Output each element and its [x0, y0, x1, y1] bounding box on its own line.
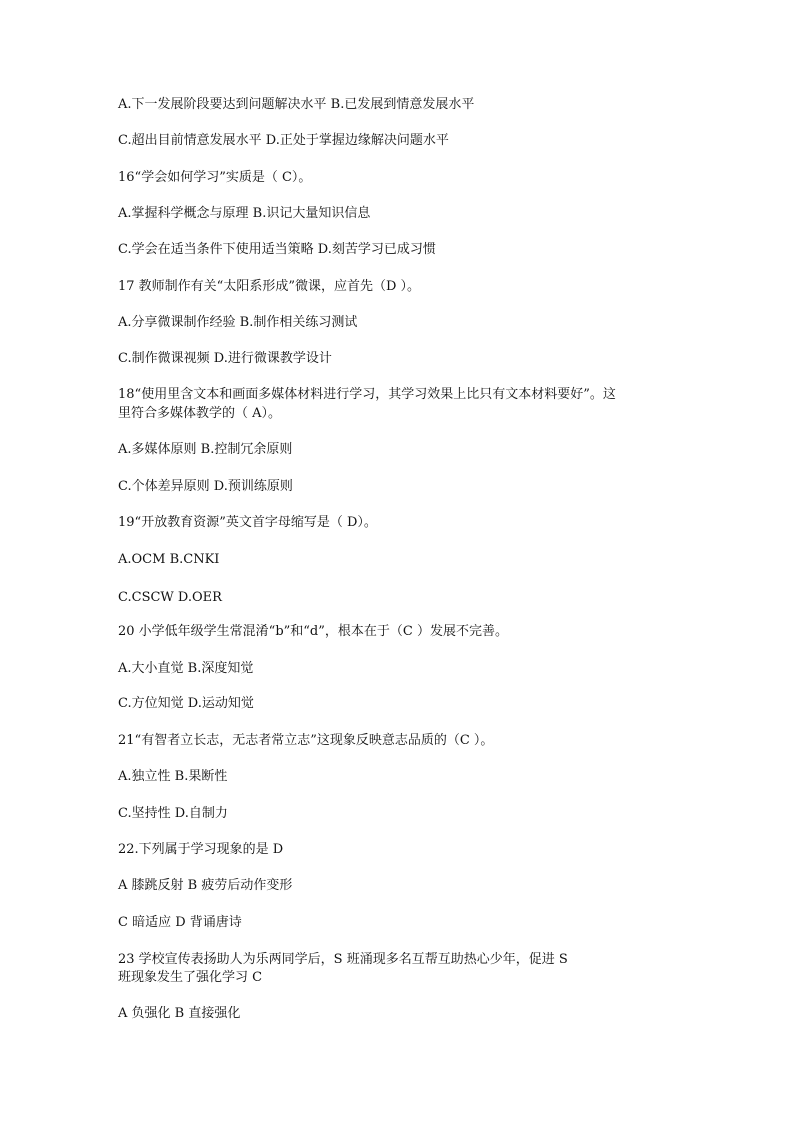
- option-line-20-ab: A.大小直觉 B.深度知觉: [118, 661, 254, 676]
- question-20: 20 小学低年级学生常混淆“b”和“d”，根本在于（C ）发展不完善。: [118, 624, 508, 639]
- question-18-line-2: 里符合多媒体教学的（ A）。: [118, 406, 282, 421]
- option-line-18-cd: C.个体差异原则 D.预训练原则: [118, 479, 293, 494]
- option-line-16-ab: A.掌握科学概念与原理 B.识记大量知识信息: [118, 206, 371, 221]
- option-line-15-ab: A.下一发展阶段要达到问题解决水平 B.已发展到情意发展水平: [118, 97, 475, 112]
- option-line-20-cd: C.方位知觉 D.运动知觉: [118, 696, 254, 711]
- question-23-line-1: 23 学校宣传表扬助人为乐两同学后，S 班涌现多名互帮互助热心少年，促进 S: [118, 952, 568, 967]
- option-line-16-cd: C.学会在适当条件下使用适当策略 D.刻苦学习已成习惯: [118, 242, 436, 257]
- option-line-15-cd: C.超出目前情意发展水平 D.正处于掌握边缘解决问题水平: [118, 133, 449, 148]
- option-line-21-cd: C.坚持性 D.自制力: [118, 806, 228, 821]
- option-line-21-ab: A.独立性 B.果断性: [118, 769, 228, 784]
- option-line-19-ab: A.OCM B.CNKI: [118, 552, 220, 567]
- option-line-17-cd: C.制作微课视频 D.进行微课教学设计: [118, 351, 332, 366]
- option-line-23-ab: A 负强化 B 直接强化: [118, 1006, 241, 1021]
- option-line-22-ab: A 膝跳反射 B 疲劳后动作变形: [118, 878, 293, 893]
- question-23-line-2: 班现象发生了强化学习 C: [118, 970, 263, 985]
- option-line-22-cd: C 暗适应 D 背诵唐诗: [118, 915, 242, 930]
- option-line-18-ab: A.多媒体原则 B.控制冗余原则: [118, 442, 293, 457]
- question-18-line-1: 18“使用里含文本和画面多媒体材料进行学习，其学习效果上比只有文本材料要好”。这: [118, 387, 616, 402]
- question-19: 19“开放教育资源”英文首字母缩写是（ D）。: [118, 515, 377, 530]
- question-21: 21“有智者立长志，无志者常立志”这现象反映意志品质的（C ）。: [118, 733, 494, 748]
- question-22: 22.下列属于学习现象的是 D: [118, 842, 284, 857]
- option-line-19-cd: C.CSCW D.OER: [118, 590, 222, 605]
- option-line-17-ab: A.分享微课制作经验 B.制作相关练习测试: [118, 315, 358, 330]
- question-17: 17 教师制作有关“太阳系形成”微课，应首先（D ）。: [118, 279, 421, 294]
- question-16: 16“学会如何学习”实质是（ C）。: [118, 170, 312, 185]
